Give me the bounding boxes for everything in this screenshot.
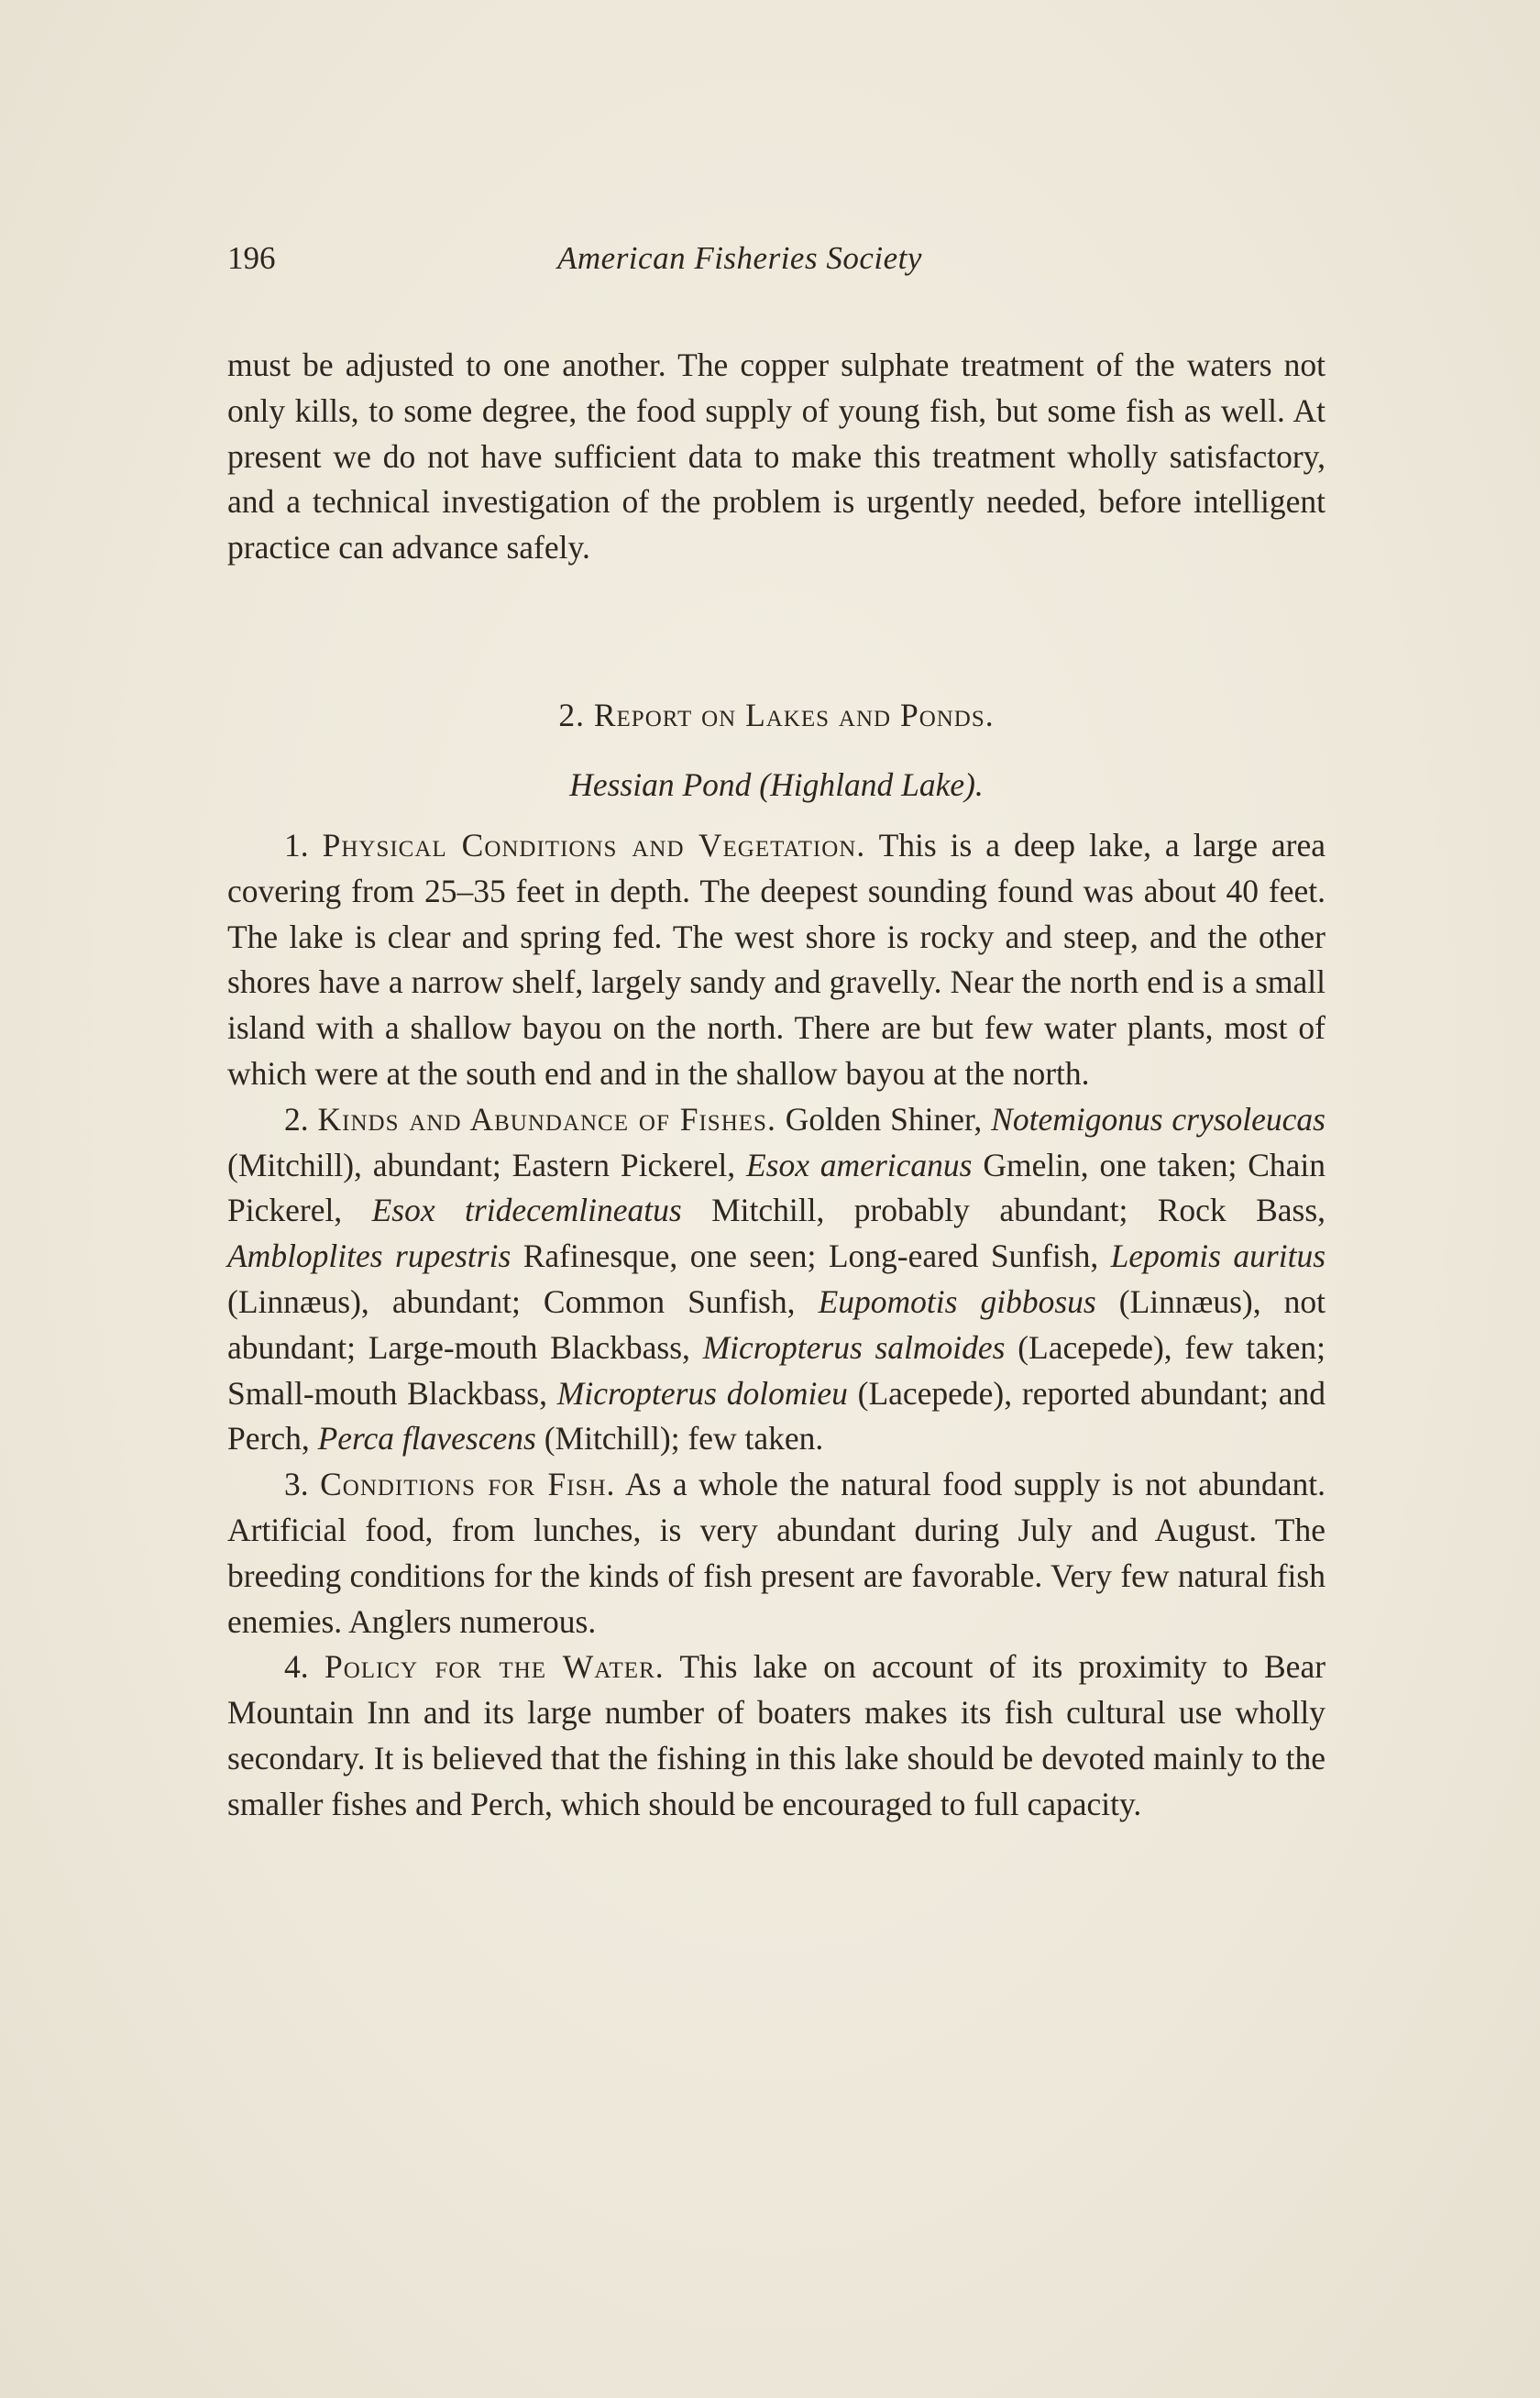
- fish-entry: [227, 1375, 1269, 1412]
- intro-paragraph: must be adjusted to one another. The copper sulphate treatment of the waters not only kills, to some degree, the food supply of young fish, but some fish as well. At present we do not have sufficient data to make this treatment wholly satisfactory, and a technical investigation of the problem is urgently needed, before intelligent practice can advance safely.: [227, 346, 1326, 566]
- fish-common-name: Common Sunfish,: [543, 1282, 796, 1320]
- fish-note: (Linnæus), abundant;: [227, 1282, 521, 1320]
- page-header: [227, 240, 1326, 286]
- lake-name: Hessian Pond: [569, 766, 752, 803]
- section-number: 1.: [284, 827, 309, 864]
- fish-scientific-name: Micropterus salmoides: [702, 1328, 1006, 1366]
- fish-common-name: Large-mouth Blackbass,: [368, 1328, 690, 1366]
- page-number: 196: [227, 240, 276, 276]
- section-number: 3.: [284, 1466, 309, 1503]
- fish-note: (Lacepede), few taken;: [1018, 1328, 1326, 1366]
- section-text: This lake on account of its proximity to Bear Mountain Inn and its large number of boaters makes its fish cultural use wholly secondary. It is believed that the fishing in this lake should be devoted mainly to the smaller fishes and Perch, which should be encouraged to full capacity.: [227, 1648, 1326, 1822]
- fish-note: (Mitchill), abundant;: [227, 1146, 501, 1183]
- section-number: 2.: [284, 1100, 309, 1138]
- lake-alt-name: (Highland Lake).: [759, 766, 984, 803]
- fish-note: (Lacepede), reported abundant;: [857, 1374, 1269, 1412]
- section-kinds-of-fishes: [227, 1097, 1326, 1462]
- lake-heading: [227, 763, 1326, 808]
- fish-scientific-name: Esox tridecemlineatus: [371, 1192, 682, 1229]
- fish-common-name: Small-mouth Blackbass,: [227, 1374, 547, 1412]
- sections-container: [227, 823, 1326, 1828]
- fish-common-name: Rock Bass,: [1157, 1192, 1326, 1229]
- section-policy-for-water: [227, 1644, 1326, 1827]
- fish-scientific-name: Micropterus dolomieu: [556, 1374, 848, 1412]
- section-title: Conditions for Fish.: [320, 1466, 616, 1503]
- fish-common-name: Long-eared Sunfish,: [828, 1238, 1099, 1275]
- fish-note: (Linnæus), not abundant;: [227, 1282, 1326, 1366]
- fish-scientific-name: Lepomis auritus: [1110, 1238, 1326, 1275]
- section-conditions-for-fish: [227, 1462, 1326, 1644]
- fish-scientific-name: Ambloplites rupestris: [227, 1238, 512, 1275]
- section-physical-conditions: [227, 823, 1326, 1097]
- section-title: Physical Conditions and Vegetation.: [322, 827, 866, 864]
- section-heading: 2. Report on Lakes and Ponds.: [558, 697, 995, 733]
- fish-scientific-name: Notemigonus crysoleucas: [991, 1100, 1326, 1138]
- fish-note: (Mitchill); few taken.: [544, 1420, 824, 1458]
- fish-note: Rafinesque, one seen;: [522, 1238, 817, 1275]
- section-title: Kinds and Abundance of Fishes.: [317, 1100, 776, 1138]
- fish-scientific-name: Perca flavescens: [317, 1420, 536, 1458]
- section-text: This is a deep lake, a large area covering from 25–35 feet in depth. The deepest sounding found was about 40 feet. The lake is clear and spring fed. The west shore is rocky and steep, and the other shores have a narrow shelf, largely sandy and gravelly. Near the north end is a small island with a shallow bayou on the north. There are but few water plants, most of which were at the south end and in the shallow bayou at the north.: [227, 827, 1326, 1092]
- section-number: 4.: [284, 1648, 309, 1686]
- section-text: As a whole the natural food supply is not abundant. Artificial food, from lunches, is very abundant during July and August. The breeding conditions for the kinds of fish present are favorable. Very few natural fish enemies. Anglers numerous.: [227, 1466, 1326, 1640]
- fish-note: Mitchill, probably abundant;: [711, 1192, 1128, 1229]
- fish-scientific-name: Esox americanus: [745, 1146, 973, 1183]
- running-title: American Fisheries Society: [557, 240, 922, 276]
- fish-common-name: and Perch,: [227, 1374, 1326, 1458]
- fish-scientific-name: Eupomotis gibbosus: [818, 1282, 1096, 1320]
- fish-entry: [512, 1147, 1238, 1183]
- fish-common-name: Chain Pickerel,: [227, 1146, 1326, 1229]
- fish-common-name: Golden Shiner,: [785, 1100, 983, 1138]
- fish-note: Gmelin, one taken;: [983, 1146, 1238, 1183]
- section-title: Policy for the Water.: [324, 1648, 665, 1686]
- fish-common-name: Eastern Pickerel,: [512, 1146, 736, 1183]
- fish-entry: [368, 1329, 1326, 1366]
